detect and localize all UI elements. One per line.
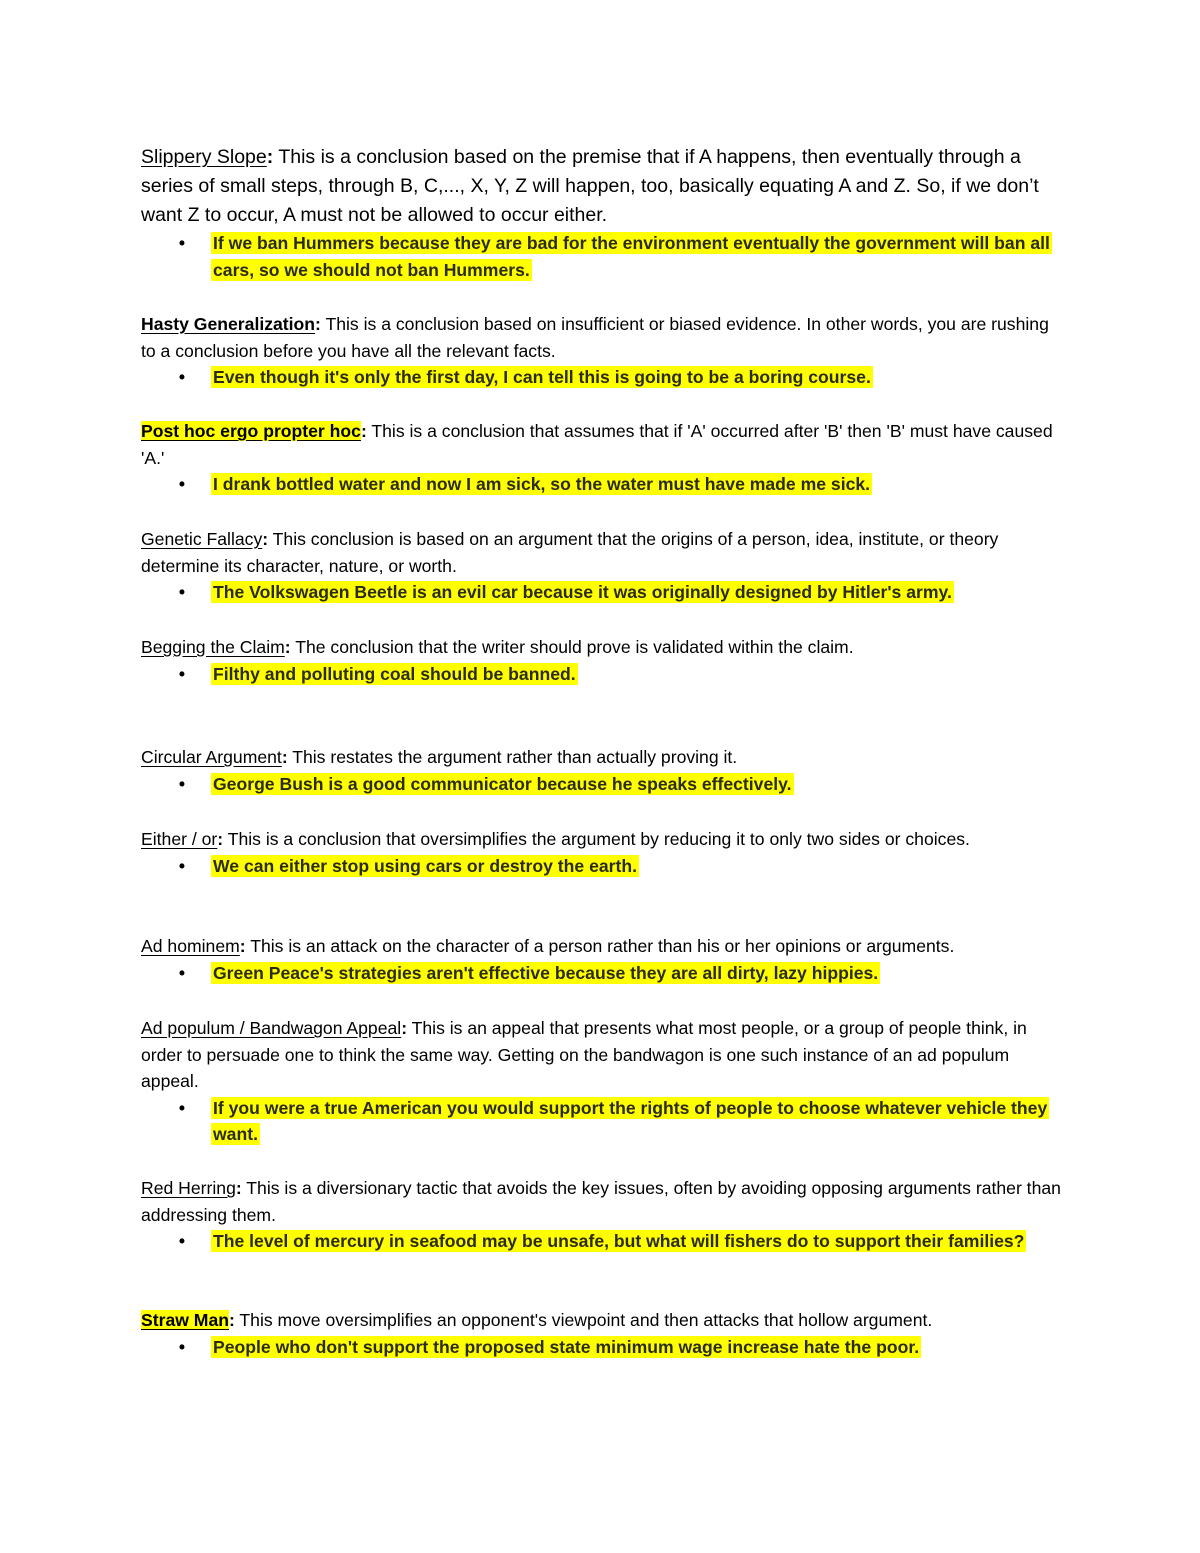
- term-heading: Either / or: [141, 829, 218, 849]
- example-item: [141, 1095, 1061, 1148]
- definition-text: This is a conclusion based on the premise that if A happens, then eventually through a series of small steps, through B, C,..., X, Y, Z will happen, too, basically equating A and Z. So, if we don’t want Z to occur, A must not be allowed to occur either.: [141, 146, 1039, 226]
- fallacy-entry-straw-man: [141, 1307, 1061, 1360]
- term-colon: :: [284, 637, 291, 657]
- definition-paragraph: [141, 311, 1061, 364]
- definition-text: The conclusion that the writer should prove is validated within the claim.: [290, 637, 854, 657]
- term-colon: :: [229, 1310, 235, 1330]
- fallacy-entry-post-hoc: [141, 418, 1061, 498]
- example-list: [141, 364, 1061, 391]
- term-heading: Straw Man: [141, 1310, 229, 1330]
- term-heading: Hasty Generalization: [141, 314, 316, 334]
- term-heading: Begging the Claim: [141, 637, 285, 657]
- definition-text: This is a diversionary tactic that avoids the key issues, often by avoiding opposing arguments rather than addressing them.: [141, 1178, 1061, 1225]
- term-colon: :: [315, 314, 321, 334]
- example-text: The Volkswagen Beetle is an evil car because it was originally designed by Hitler's army.: [213, 582, 952, 602]
- definition-text: This is an attack on the character of a person rather than his or her opinions or arguments.: [245, 936, 955, 956]
- definition-paragraph: [141, 1307, 1061, 1334]
- term-heading: Genetic Fallacy: [141, 529, 263, 549]
- term-colon: :: [401, 1018, 408, 1038]
- example-list: [141, 661, 1061, 688]
- term-colon: :: [281, 747, 288, 767]
- definition-paragraph: [141, 1175, 1061, 1228]
- example-text: Filthy and polluting coal should be banned.: [213, 663, 576, 684]
- fallacy-entry-circular-argument: [141, 744, 1061, 797]
- bullet-icon: •: [178, 1336, 186, 1357]
- bullet-icon: •: [178, 1097, 186, 1118]
- term-heading: Ad hominem: [141, 936, 240, 956]
- fallacy-entry-hasty-generalization: [141, 311, 1061, 391]
- example-text: Green Peace's strategies aren't effective because they are all dirty, lazy hippies.: [213, 962, 879, 983]
- example-item: [141, 1228, 1061, 1255]
- example-list: [141, 1228, 1061, 1255]
- term-heading: Ad populum / Bandwagon Appeal: [141, 1018, 402, 1038]
- example-item: [141, 1334, 1061, 1361]
- example-list: [141, 1334, 1061, 1361]
- example-text: Even though it's only the first day, I can tell this is going to be a boring course.: [213, 367, 871, 387]
- example-text: People who don't support the proposed state minimum wage increase hate the poor.: [213, 1336, 920, 1357]
- example-list: [141, 230, 1061, 283]
- example-text: If you were a true American you would support the rights of people to choose whatever vehicle they want.: [213, 1097, 1048, 1144]
- definition-text: This is a conclusion that oversimplifies the argument by reducing it to only two sides or choices.: [223, 829, 970, 849]
- example-item: [141, 853, 1061, 880]
- example-item: [141, 364, 1061, 391]
- definition-text: This is a conclusion that assumes that if 'A' occurred after 'B' then 'B' must have caused 'A.': [141, 421, 1053, 468]
- bullet-icon: •: [178, 663, 186, 684]
- definition-text: This conclusion is based on an argument that the origins of a person, idea, institute, or theory determine its character, nature, or worth.: [141, 529, 999, 576]
- definition-text: This is a conclusion based on insufficient or biased evidence. In other words, you are rushing to a conclusion before you have all the relevant facts.: [141, 314, 1049, 361]
- example-item: [141, 960, 1061, 987]
- bullet-icon: •: [178, 367, 186, 387]
- term-colon: :: [235, 1178, 242, 1198]
- fallacy-entry-ad-hominem: [141, 933, 1061, 986]
- example-list: [141, 579, 1061, 606]
- definition-paragraph: [141, 933, 1061, 960]
- term-colon: :: [217, 829, 224, 849]
- example-text: I drank bottled water and now I am sick, so the water must have made me sick.: [213, 474, 871, 494]
- example-list: [141, 853, 1061, 880]
- example-item: [141, 771, 1061, 798]
- example-text: We can either stop using cars or destroy the earth.: [213, 855, 637, 876]
- term-colon: :: [239, 936, 246, 956]
- example-list: [141, 960, 1061, 987]
- term-colon: :: [360, 421, 367, 441]
- term-colon: :: [266, 146, 274, 168]
- example-item: [141, 579, 1061, 606]
- example-item: [141, 661, 1061, 688]
- term-heading: Red Herring: [141, 1178, 236, 1198]
- bullet-icon: •: [178, 233, 186, 253]
- bullet-icon: •: [178, 474, 186, 494]
- term-heading: Slippery Slope: [141, 146, 267, 168]
- definition-paragraph: [141, 826, 1061, 853]
- definition-paragraph: [141, 634, 1061, 661]
- bullet-icon: •: [178, 855, 186, 876]
- fallacy-entry-either-or: [141, 826, 1061, 879]
- definition-paragraph: [141, 143, 1061, 230]
- example-text: If we ban Hummers because they are bad for the environment eventually the government will ban all cars, so we should not ban Hummers.: [213, 233, 1050, 280]
- example-item: [141, 230, 1061, 283]
- term-heading: Circular Argument: [141, 747, 282, 767]
- definition-paragraph: [141, 526, 1061, 579]
- fallacy-entry-ad-populum: [141, 1015, 1061, 1148]
- definition-paragraph: [141, 744, 1061, 771]
- fallacy-entry-red-herring: [141, 1175, 1061, 1255]
- term-heading: Post hoc ergo propter hoc: [141, 421, 361, 441]
- example-text: George Bush is a good communicator because he speaks effectively.: [213, 773, 792, 794]
- fallacy-entry-begging-the-claim: [141, 634, 1061, 687]
- bullet-icon: •: [178, 962, 186, 983]
- bullet-icon: •: [178, 1231, 186, 1251]
- definition-paragraph: [141, 418, 1061, 471]
- bullet-icon: •: [178, 582, 186, 602]
- example-list: [141, 771, 1061, 798]
- bullet-icon: •: [178, 773, 186, 794]
- example-list: [141, 1095, 1061, 1148]
- definition-paragraph: [141, 1015, 1061, 1095]
- fallacy-entry-genetic-fallacy: [141, 526, 1061, 606]
- example-list: [141, 471, 1061, 498]
- definition-text: This move oversimplifies an opponent's viewpoint and then attacks that hollow argument.: [234, 1310, 933, 1330]
- definition-text: This is an appeal that presents what most people, or a group of people think, in order to persuade one to think the same way. Getting on the bandwagon is one such instance of an ad populum appeal.: [141, 1018, 1027, 1091]
- definition-text: This restates the argument rather than actually proving it.: [287, 747, 738, 767]
- example-item: [141, 471, 1061, 498]
- term-colon: :: [262, 529, 269, 549]
- example-text: The level of mercury in seafood may be unsafe, but what will fishers do to support their families?: [213, 1231, 1025, 1251]
- fallacy-entry-slippery-slope: [141, 143, 1061, 283]
